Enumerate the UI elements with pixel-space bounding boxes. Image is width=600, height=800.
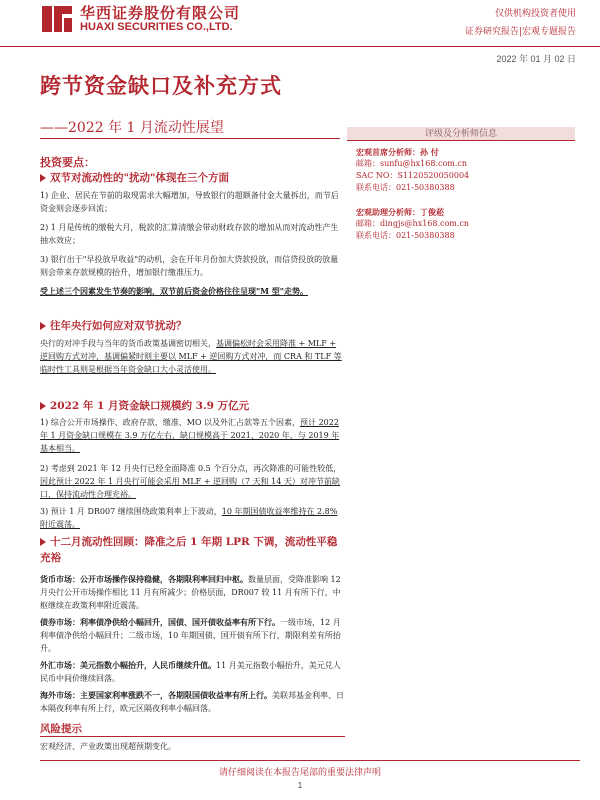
- section-3-para-3: 3) 预计 1 月 DR007 继续围绕政策利率上下波动，10 年期国债收益率维持在 2.8%附近震荡。: [40, 507, 338, 529]
- section-1-conclusion: 受上述三个因素发生节奏的影响，双节前后资金价格往往呈现"M 型"走势。: [40, 286, 308, 296]
- section-1-para-3: 3) 银行出于"早投放早收益"的动机，会在开年月份加大贷款投放，而信贷投放的放量则会带来存款规模的抬升，增加银行缴准压力。: [40, 255, 339, 277]
- triangle-bullet-icon: [40, 174, 46, 182]
- analyst-1-name: 宏观首席分析师：孙 付: [356, 147, 439, 157]
- section-3-para-2: 2) 考虑到 2021 年 12 月央行已经全面降准 0.5 个百分点，再次降准的可能性较低，因此预计 2022 年 1 月央行可能会采用 MLF + 逆回购（7 天和 14 天）对冲节前缺口，保持流动性合理充裕。: [40, 464, 342, 499]
- risk-divider: [40, 736, 345, 737]
- section-1-para-2: 2) 1 月是传统的缴税大月，税款的汇算清缴会带动财政存款的增加从而对流动性产生抽水效应；: [40, 223, 339, 245]
- report-date: 2022 年 01 月 02 日: [496, 54, 576, 64]
- section-3-para-1: 1) 综合公开市场操作、政府存款、缴准、MO 以及外汇占款等五个因素，预计 2022 年 1 月资金缺口规模在 3.9 万亿左右，缺口规模高于 2021、2020 年，与 2019 年基本相当。: [40, 418, 340, 453]
- section-1-para-1: 1) 企业、居民在节前的取现需求大幅增加，导致银行的超额备付金大量拆出，而节后资金则会逐步回流；: [40, 191, 339, 213]
- company-name-cn: 华西证券股份有限公司: [80, 4, 241, 22]
- money-market-review: 货币市场：公开市场操作保持稳健，各期限利率回归中枢。数量层面，受降准影响 12 月央行公开市场操作相比 11 月有所减少；价格层面，DR007 较 11 月有所下行，中枢继续在政策利率附近震荡。: [40, 574, 341, 610]
- report-type-tag: 证券研究报告|宏观专题报告: [464, 27, 576, 37]
- triangle-bullet-icon: [40, 322, 46, 330]
- section-3-title: 2022 年 1 月资金缺口规模约 3.9 万亿元: [40, 398, 345, 413]
- analyst-1-email[interactable]: 邮箱：sunfu@hx168.com.cn: [356, 159, 468, 168]
- triangle-bullet-icon: [40, 402, 46, 410]
- analyst-1-phone: 联系电话：021-50380388: [356, 183, 455, 192]
- page-number: 1: [297, 781, 303, 790]
- fx-market-review: 外汇市场：美元指数小幅抬升，人民币继续升值。11 月美元指数小幅抬升，美元兑人民币中间价继续回落。: [40, 660, 341, 683]
- section-2-para: 央行的对冲手段与当年的货币政策基调密切相关，基调偏松时会采用降准 + MLF + 逆回购方式对冲，基调偏紧时则主要以 MLF + 逆回购方式对冲，而 CRA 和 TLF 等临时性工具则是根据当年资金缺口大小灵活使用。: [40, 339, 342, 374]
- section-4-title: 十二月流动性回顾：降准之后 1 年期 LPR 下调，流动性平稳充裕: [40, 536, 338, 564]
- analyst-2-email[interactable]: 邮箱：dingjs@hx168.com.cn: [356, 219, 470, 228]
- huaxi-logo-icon: [40, 4, 74, 34]
- analyst-2-phone: 联系电话：021-50380388: [356, 231, 455, 240]
- legal-disclaimer-link[interactable]: 请仔细阅读在本报告尾部的重要法律声明: [218, 768, 381, 778]
- section-1-title: 双节对流动性的"扰动"体现在三个方面: [40, 170, 345, 185]
- footer-divider: [40, 760, 580, 761]
- subtitle-underline: [40, 138, 340, 139]
- risk-warning-text: 宏观经济、产业政策出现超预期变化。: [40, 742, 176, 751]
- report-title: 跨节资金缺口及补充方式: [40, 73, 282, 98]
- analyst-2-name: 宏观助理分析师：丁俊菘: [356, 207, 444, 217]
- section-2-title: 往年央行如何应对双节扰动？: [40, 318, 345, 333]
- analyst-1-sac: SAC NO：S1120520050004: [356, 171, 470, 180]
- header-divider: [0, 46, 600, 47]
- risk-warning-title: 风险提示: [40, 723, 82, 735]
- company-name-en: HUAXI SECURITIES CO.,LTD.: [80, 21, 233, 33]
- analyst-info-header: 评级及分析师信息: [347, 127, 575, 141]
- overseas-market-review: 海外市场：主要国家利率涨跌不一，各期限国债收益率有所上行。美联邦基金利率、日本隔夜利率有所上行，欧元区隔夜利率小幅回落。: [40, 690, 344, 713]
- report-subtitle: ——2022 年 1 月流动性展望: [40, 120, 224, 136]
- institution-only-tag: 仅供机构投资者使用: [494, 9, 576, 19]
- triangle-bullet-icon: [40, 538, 46, 546]
- bond-market-review: 债券市场：利率债净供给小幅回升，国债、国开债收益率有所下行。一级市场，12 月利率债净供给小幅回升；二级市场，10 年期国债、国开债有所下行，期限利差有所抬升。: [40, 617, 341, 653]
- key-points-heading: 投资要点：: [40, 156, 95, 169]
